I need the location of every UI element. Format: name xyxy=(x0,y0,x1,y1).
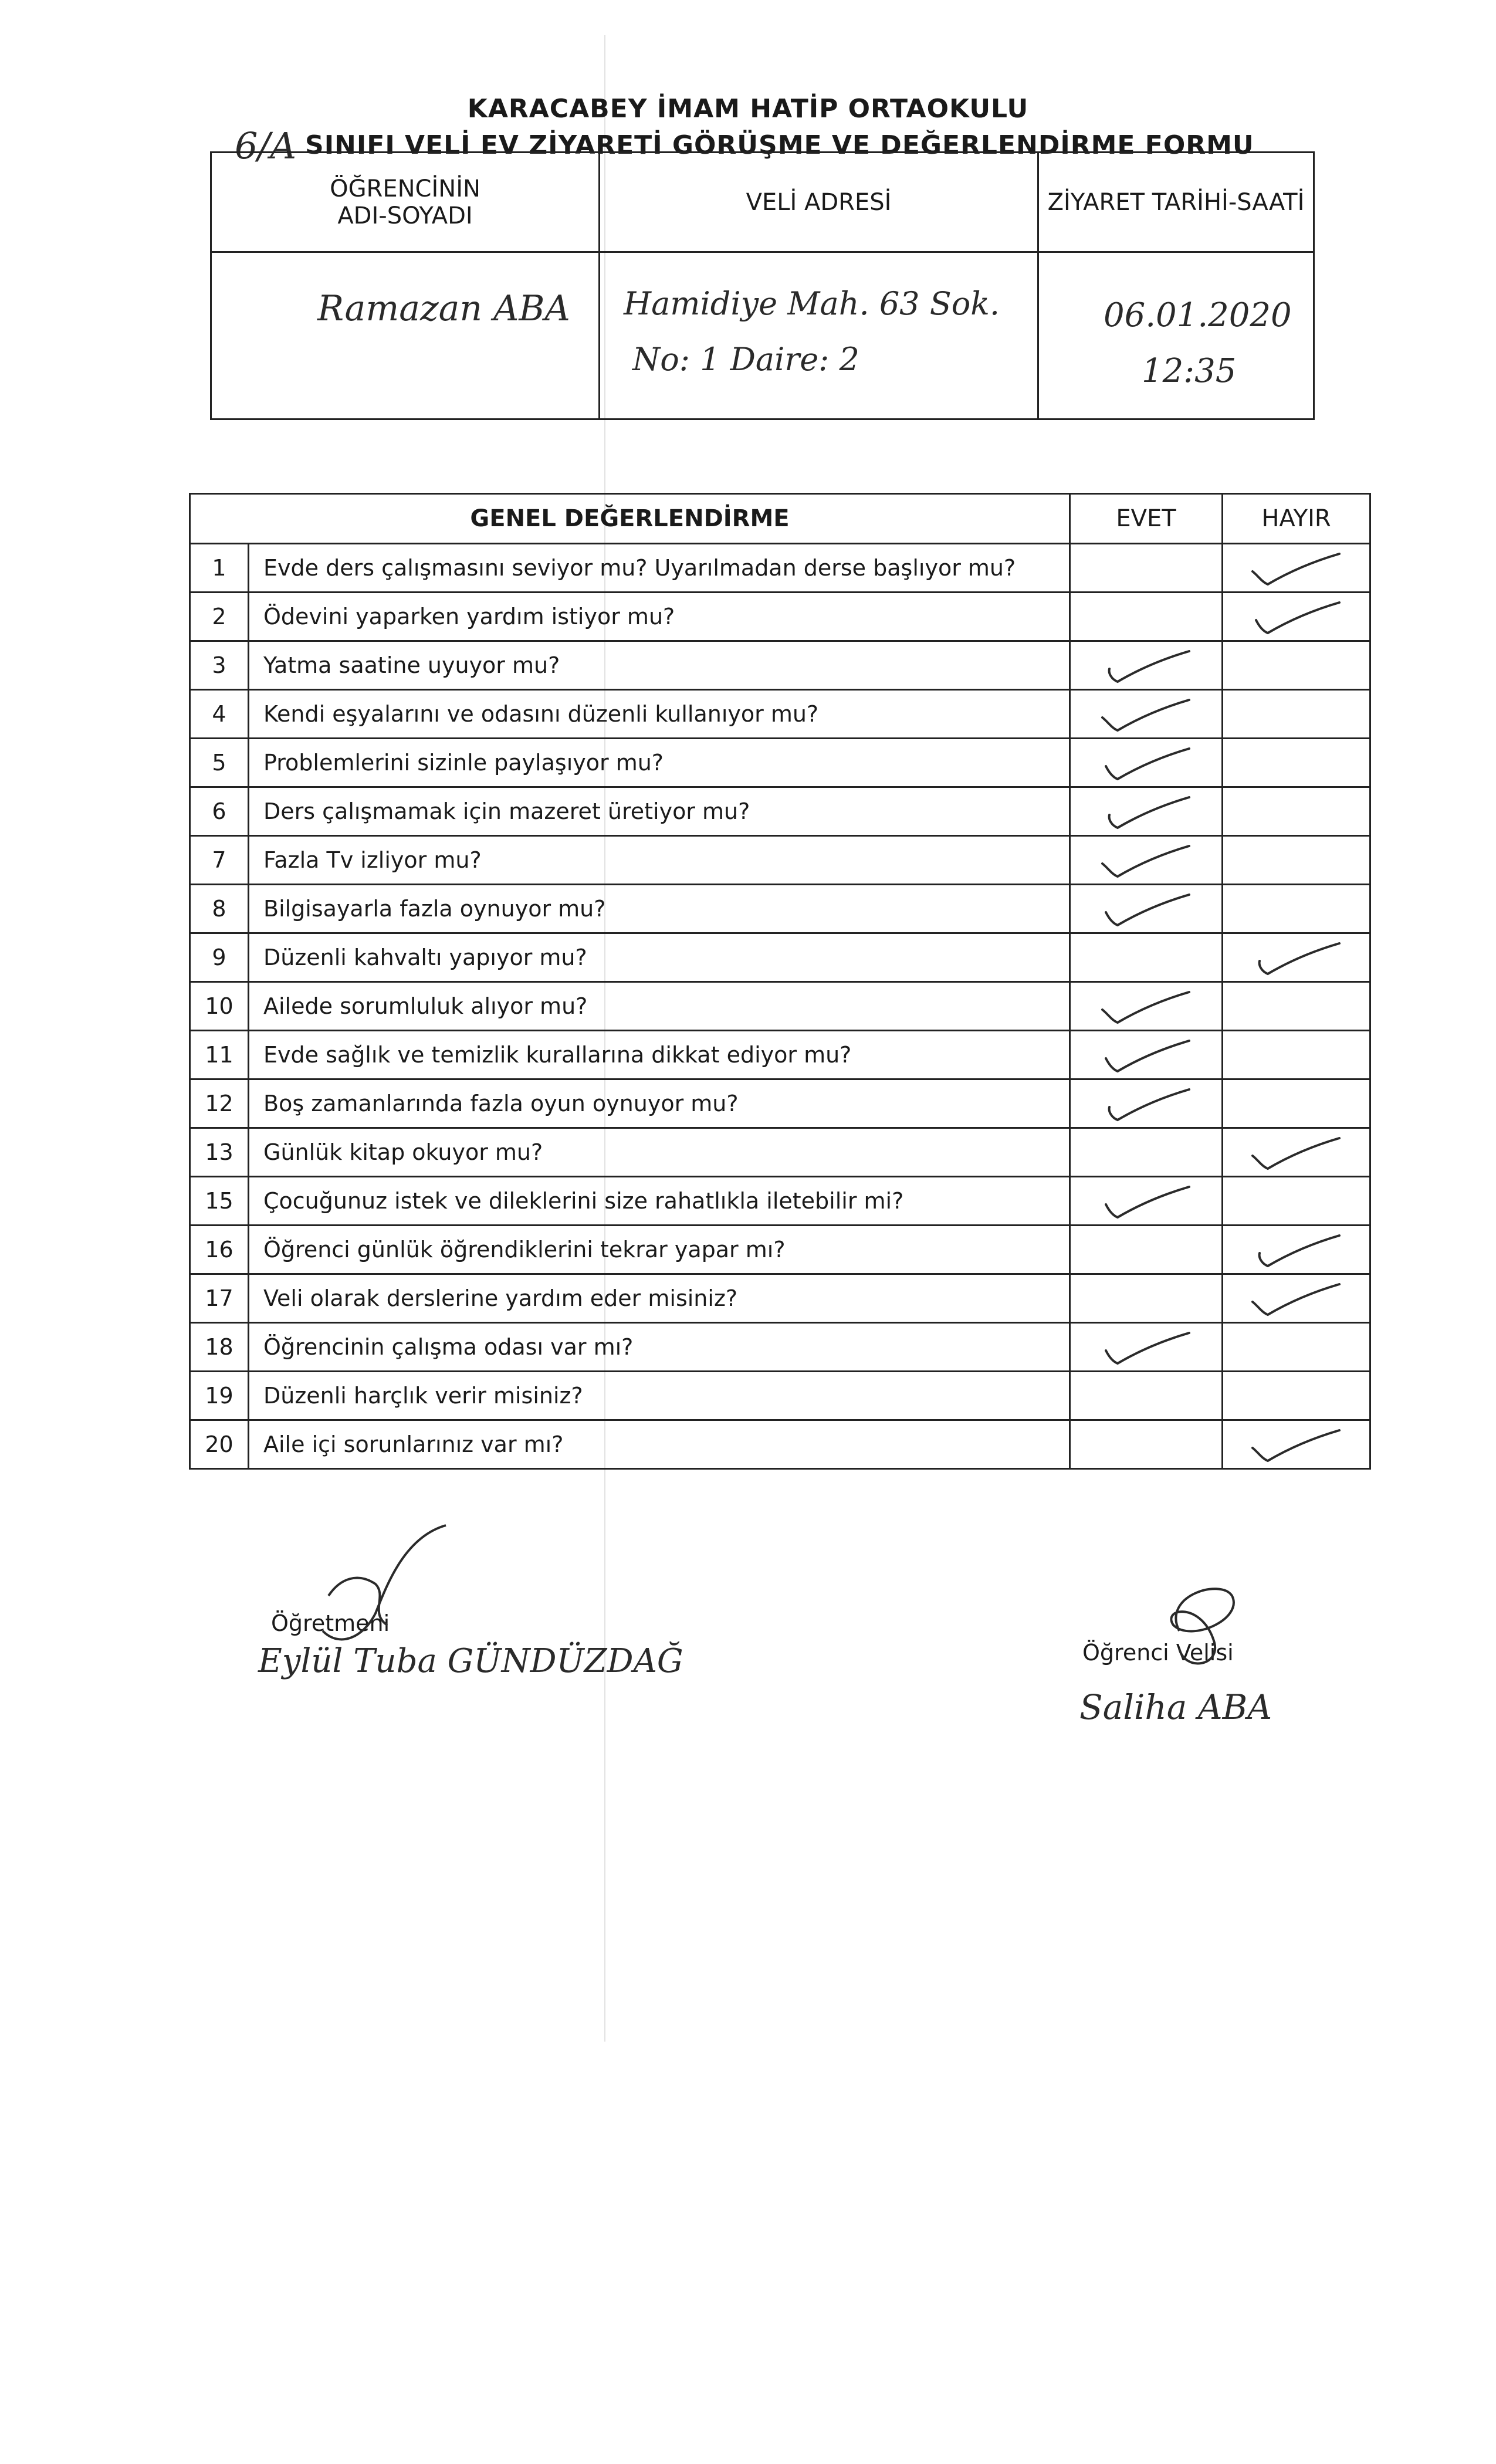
checkmark-icon xyxy=(1241,939,1352,980)
table-row xyxy=(190,739,1370,787)
checkmark-icon xyxy=(1091,841,1202,882)
question-text: Aile içi sorunlarınız var mı? xyxy=(249,1420,1070,1469)
table-row xyxy=(190,1177,1370,1226)
table-row xyxy=(190,690,1370,739)
teacher-signature xyxy=(252,1514,698,1701)
no-cell xyxy=(1223,982,1370,1031)
student-column-header: ÖĞRENCİNİN ADI-SOYADI xyxy=(211,153,600,252)
table-row xyxy=(190,1274,1370,1323)
no-cell xyxy=(1223,1177,1370,1226)
question-text: Çocuğunuz istek ve dileklerini size rahatlıkla iletebilir mi? xyxy=(249,1177,1070,1226)
parent-label: Öğrenci Velisi xyxy=(1082,1640,1234,1666)
no-cell xyxy=(1223,739,1370,787)
checkmark-icon xyxy=(1241,1426,1352,1467)
question-text: Günlük kitap okuyor mu? xyxy=(249,1128,1070,1177)
checkmark-icon xyxy=(1091,987,1202,1028)
checkmark-icon xyxy=(1241,1231,1352,1272)
checkmark-icon xyxy=(1091,1328,1202,1369)
question-text: Evde ders çalışmasını seviyor mu? Uyarılmadan derse başlıyor mu? xyxy=(249,544,1070,593)
no-cell xyxy=(1223,1226,1370,1274)
visit-date-cell xyxy=(1038,252,1314,419)
question-text: Öğrenci günlük öğrendiklerini tekrar yapar mı? xyxy=(249,1226,1070,1274)
no-cell xyxy=(1223,593,1370,641)
evaluation-table xyxy=(189,493,1371,1470)
yes-cell xyxy=(1070,1031,1223,1079)
table-row xyxy=(190,641,1370,690)
checkmark-icon xyxy=(1091,1182,1202,1223)
yes-cell xyxy=(1070,1420,1223,1469)
no-column-header: HAYIR xyxy=(1223,494,1370,544)
yes-cell xyxy=(1070,690,1223,739)
yes-cell xyxy=(1070,1372,1223,1420)
checkmark-icon xyxy=(1091,647,1202,688)
table-row xyxy=(190,933,1370,982)
checkmark-icon xyxy=(1091,793,1202,834)
checkmark-icon xyxy=(1241,549,1352,590)
yes-cell xyxy=(1070,593,1223,641)
row-number: 2 xyxy=(190,593,249,641)
teacher-name-handwritten: Eylül Tuba GÜNDÜZDAĞ xyxy=(258,1642,683,1680)
row-number: 7 xyxy=(190,836,249,885)
row-number: 8 xyxy=(190,885,249,933)
yes-cell xyxy=(1070,1226,1223,1274)
yes-cell xyxy=(1070,836,1223,885)
evaluation-title: GENEL DEĞERLENDİRME xyxy=(190,494,1070,544)
no-cell xyxy=(1223,1420,1370,1469)
yes-cell xyxy=(1070,885,1223,933)
no-cell xyxy=(1223,1323,1370,1372)
question-text: Ödevini yaparken yardım istiyor mu? xyxy=(249,593,1070,641)
no-cell xyxy=(1223,1372,1370,1420)
question-text: Ders çalışmamak için mazeret üretiyor mu? xyxy=(249,787,1070,836)
student-name-handwritten: Ramazan ABA xyxy=(317,288,570,329)
row-number: 6 xyxy=(190,787,249,836)
table-row xyxy=(190,1079,1370,1128)
row-number: 20 xyxy=(190,1420,249,1469)
table-row xyxy=(190,1323,1370,1372)
visit-date-handwritten: 06.01.2020 xyxy=(1104,296,1292,334)
table-row xyxy=(190,787,1370,836)
question-text: Bilgisayarla fazla oynuyor mu? xyxy=(249,885,1070,933)
table-row xyxy=(190,1226,1370,1274)
yes-cell xyxy=(1070,1323,1223,1372)
table-row xyxy=(190,544,1370,593)
no-cell xyxy=(1223,690,1370,739)
checkmark-icon xyxy=(1091,744,1202,785)
yes-column-header: EVET xyxy=(1070,494,1223,544)
no-cell xyxy=(1223,641,1370,690)
table-row xyxy=(190,1420,1370,1469)
no-cell xyxy=(1223,933,1370,982)
row-number: 1 xyxy=(190,544,249,593)
student-info-table xyxy=(210,151,1315,420)
checkmark-icon xyxy=(1091,1036,1202,1077)
no-cell xyxy=(1223,1128,1370,1177)
parent-name-handwritten: Saliha ABA xyxy=(1079,1687,1272,1727)
question-text: Evde sağlık ve temizlik kurallarına dikkat ediyor mu? xyxy=(249,1031,1070,1079)
row-number: 11 xyxy=(190,1031,249,1079)
address-line1-handwritten: Hamidiye Mah. 63 Sok. xyxy=(624,285,1000,322)
no-cell xyxy=(1223,787,1370,836)
row-number: 18 xyxy=(190,1323,249,1372)
row-number: 3 xyxy=(190,641,249,690)
teacher-label: Öğretmeni xyxy=(271,1610,390,1636)
checkmark-icon xyxy=(1241,598,1352,639)
question-text: Kendi eşyalarını ve odasını düzenli kullanıyor mu? xyxy=(249,690,1070,739)
yes-cell xyxy=(1070,982,1223,1031)
visit-time-handwritten: 12:35 xyxy=(1142,352,1237,390)
row-number: 13 xyxy=(190,1128,249,1177)
row-number: 5 xyxy=(190,739,249,787)
yes-cell xyxy=(1070,933,1223,982)
date-column-header: ZİYARET TARİHİ-SAATİ xyxy=(1038,153,1314,252)
address-line2-handwritten: No: 1 Daire: 2 xyxy=(632,341,859,378)
no-cell xyxy=(1223,1274,1370,1323)
question-text: Düzenli harçlık verir misiniz? xyxy=(249,1372,1070,1420)
row-number: 10 xyxy=(190,982,249,1031)
parent-signature-stroke xyxy=(1171,1589,1233,1663)
yes-cell xyxy=(1070,641,1223,690)
row-number: 15 xyxy=(190,1177,249,1226)
no-cell xyxy=(1223,1031,1370,1079)
yes-cell xyxy=(1070,1177,1223,1226)
question-text: Fazla Tv izliyor mu? xyxy=(249,836,1070,885)
class-handwritten-text: 6/A xyxy=(235,124,297,167)
school-name: KARACABEY İMAM HATİP ORTAOKULU xyxy=(467,94,1029,124)
no-cell xyxy=(1223,1079,1370,1128)
table-row xyxy=(190,1031,1370,1079)
checkmark-icon xyxy=(1091,695,1202,736)
question-text: Yatma saatine uyuyor mu? xyxy=(249,641,1070,690)
table-row xyxy=(190,885,1370,933)
question-text: Veli olarak derslerine yardım eder misiniz? xyxy=(249,1274,1070,1323)
teacher-signature-stroke xyxy=(329,1578,387,1625)
table-row xyxy=(190,593,1370,641)
yes-cell xyxy=(1070,1274,1223,1323)
no-cell xyxy=(1223,544,1370,593)
question-text: Boş zamanlarında fazla oyun oynuyor mu? xyxy=(249,1079,1070,1128)
row-number: 19 xyxy=(190,1372,249,1420)
question-text: Öğrencinin çalışma odası var mı? xyxy=(249,1323,1070,1372)
checkmark-icon xyxy=(1241,1133,1352,1175)
question-text: Problemlerini sizinle paylaşıyor mu? xyxy=(249,739,1070,787)
form-title: SINIFI VELİ EV ZİYARETİ GÖRÜŞME VE DEĞERLENDİRME FORMU xyxy=(305,130,1254,160)
no-cell xyxy=(1223,836,1370,885)
yes-cell xyxy=(1070,544,1223,593)
question-text: Ailede sorumluluk alıyor mu? xyxy=(249,982,1070,1031)
table-row xyxy=(190,836,1370,885)
checkmark-icon xyxy=(1241,1280,1352,1321)
address-column-header: VELİ ADRESİ xyxy=(600,153,1038,252)
row-number: 16 xyxy=(190,1226,249,1274)
yes-cell xyxy=(1070,787,1223,836)
row-number: 17 xyxy=(190,1274,249,1323)
checkmark-icon xyxy=(1091,890,1202,931)
yes-cell xyxy=(1070,1079,1223,1128)
yes-cell xyxy=(1070,1128,1223,1177)
row-number: 9 xyxy=(190,933,249,982)
row-number: 12 xyxy=(190,1079,249,1128)
no-cell xyxy=(1223,885,1370,933)
address-cell xyxy=(600,252,1038,419)
parent-signature xyxy=(1074,1572,1332,1742)
student-name-cell xyxy=(211,252,600,419)
yes-cell xyxy=(1070,739,1223,787)
question-text: Düzenli kahvaltı yapıyor mu? xyxy=(249,933,1070,982)
checkmark-icon xyxy=(1091,1085,1202,1126)
table-row xyxy=(190,982,1370,1031)
table-row xyxy=(190,1128,1370,1177)
row-number: 4 xyxy=(190,690,249,739)
table-row xyxy=(190,1372,1370,1420)
